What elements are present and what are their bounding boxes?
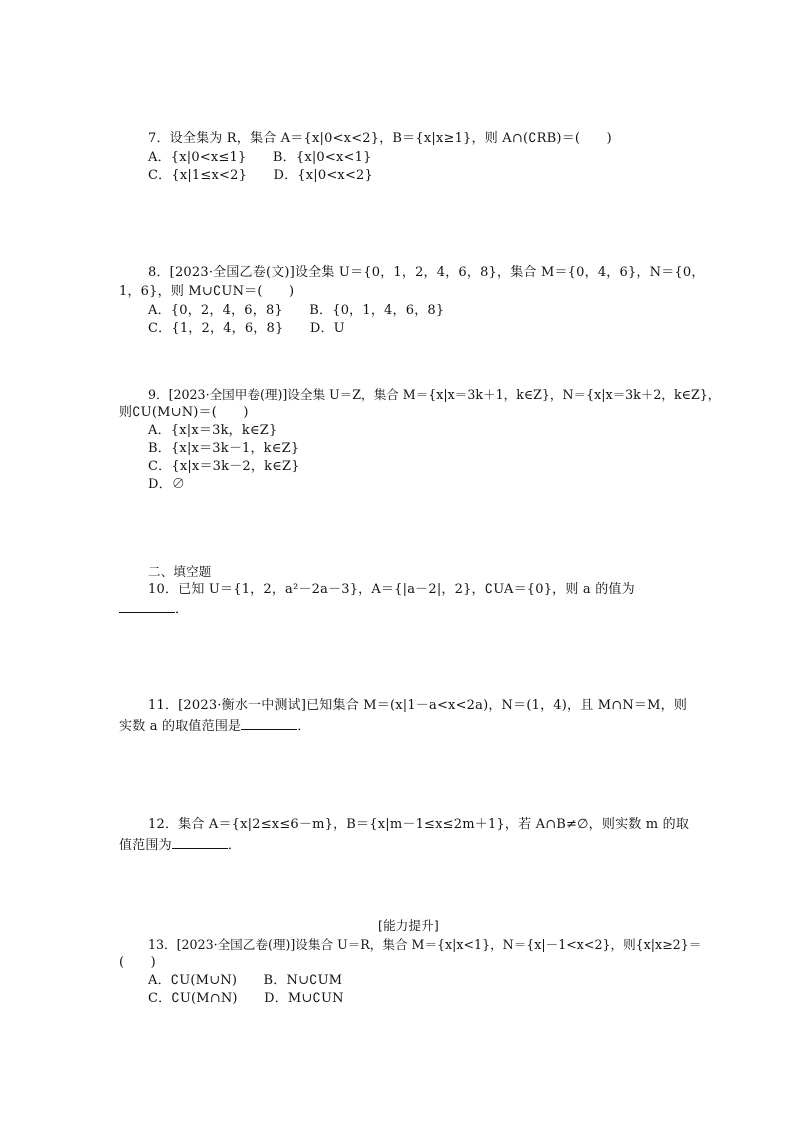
question-10-answer-line [119, 600, 188, 618]
question-8-options-ab: A．{0，2，4，6，8} B．{0，1，4，6，8} [148, 303, 445, 318]
question-13-stem-cont: ( ) [119, 955, 156, 970]
question-11-stem-cont: 实数 a 的取值范围是 [119, 719, 242, 734]
question-9-option-a: A．{x|x＝3k，k∈Z} [148, 423, 278, 438]
question-8-stem: 8．[2023·全国乙卷(文)]设全集 U＝{0，1，2，4，6，8}，集合 M＝{0，4，6}，N＝{0， [148, 265, 705, 280]
question-11-answer-line [119, 717, 310, 735]
question-12-answer-line [119, 836, 241, 854]
question-12-stem-cont: 值范围为 [119, 838, 172, 853]
question-11-stem: 11．[2023·衡水一中测试]已知集合 M＝(x|1－a<x<2a)，N＝(1，4)，且 M∩N＝M，则 [148, 698, 688, 713]
section-heading-fill-in: 二、填空题 [148, 564, 212, 579]
question-8-stem-cont: 1，6}，则 M∪∁UN＝( ) [119, 284, 295, 299]
question-13-options-cd: C．∁U(M∩N) D．M∪∁UN [148, 991, 344, 1006]
question-7-stem: 7．设全集为 R，集合 A＝{x|0<x<2}，B＝{x|x≥1}，则 A∩(∁RB)＝( ) [148, 131, 612, 146]
question-13-stem: 13．[2023·全国乙卷(理)]设集合 U＝R，集合 M＝{x|x<1}，N＝{x|－1<x<2}，则{x|x≥2}＝ [148, 937, 702, 952]
question-9-option-c: C．{x|x＝3k－2，k∈Z} [148, 459, 300, 474]
question-10-stem: 10．已知 U＝{1，2，a²－2a－3}，A＝{|a－2|，2}，∁UA＝{0}，则 a 的值为 [148, 582, 635, 597]
question-12-end: ． [227, 838, 242, 853]
question-11-end: ． [297, 719, 311, 734]
question-8-options-cd: C．{1，2，4，6，8} D．U [148, 321, 345, 336]
answer-blank [172, 836, 228, 849]
question-12-stem: 12．集合 A＝{x|2≤x≤6－m}，B＝{x|m－1≤x≤2m＋1}，若 A∩B≠∅，则实数 m 的取 [148, 817, 690, 832]
question-7-options-cd: C．{x|1≤x<2} D．{x|0<x<2} [148, 168, 373, 183]
ability-heading: [能力提升] [378, 918, 439, 933]
question-9-stem-cont: 则∁U(M∪N)＝( ) [119, 405, 249, 420]
question-7-options-ab: A．{x|0<x≤1} B．{x|0<x<1} [148, 150, 372, 165]
question-9-option-b: B．{x|x＝3k－1，k∈Z} [148, 441, 300, 456]
question-10-end: ． [175, 602, 189, 617]
question-9-stem: 9．[2023·全国甲卷(理)]设全集 U＝Z，集合 M＝{x|x＝3k＋1，k∈Z}，N＝{x|x＝3k＋2，k∈Z}， [148, 387, 721, 402]
answer-blank [241, 717, 297, 730]
answer-blank [119, 600, 175, 613]
question-13-options-ab: A．∁U(M∪N) B．N∪∁UM [148, 973, 343, 988]
question-9-option-d: D．∅ [148, 477, 186, 492]
